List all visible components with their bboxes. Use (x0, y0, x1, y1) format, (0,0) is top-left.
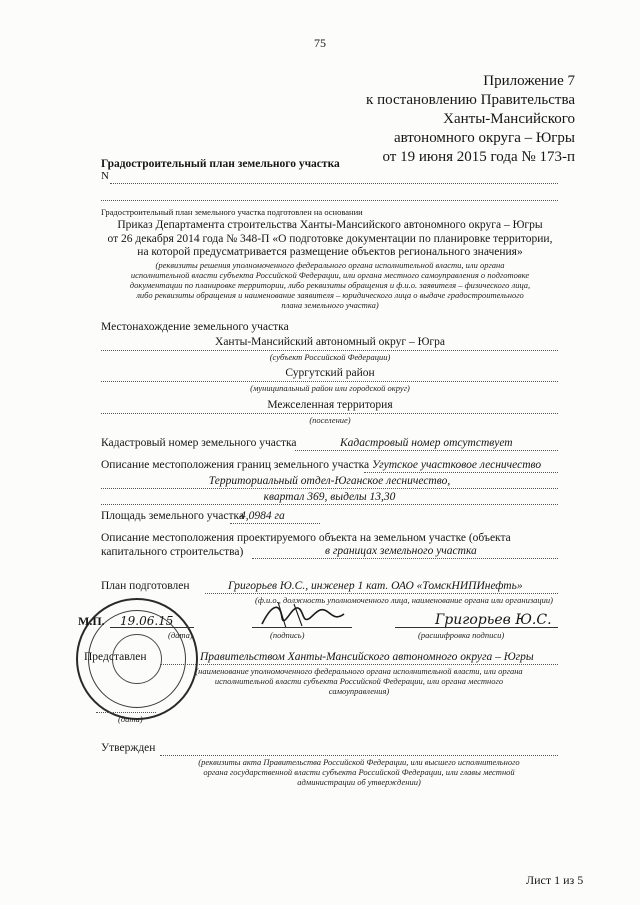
basis-caption-line-1: (реквизиты решения уполномоченного федерального органа исполнительной власти, или органа (155, 260, 505, 270)
basis-label: Градостроительный план земельного участка подготовлен на основании (101, 207, 363, 217)
prepared-by-caption: (ф.и.о., должность уполномоченного лица, наименование органа или организации) (255, 595, 553, 605)
appendix-line-5: от 19 июня 2015 года № 173-п (382, 149, 575, 165)
boundaries-rule-2 (101, 488, 558, 489)
appendix-line-2: к постановлению Правительства (366, 92, 575, 108)
signature-decoding-value: Григорьев Ю.С. (435, 612, 552, 628)
subject-line (101, 350, 558, 351)
signature-date-value: 19.06.15 (120, 614, 174, 628)
prepared-by-line (205, 593, 558, 594)
approved-caption-line-1: (реквизиты акта Правительства Российской Федерации, или высшего исполнительного (198, 757, 520, 767)
basis-caption-line-4: либо реквизиты обращения и наименование заявителя – юридического лица о выдаче градостроительного (136, 290, 524, 300)
subject-caption: (субъект Российской Федерации) (269, 352, 391, 362)
subject-value: Ханты-Мансийский автономный округ – Югра (215, 336, 445, 348)
object-location-line-2: капитального строительства) (101, 546, 244, 558)
presented-caption-line-1: (наименование уполномоченного федерального органа исполнительной власти, или органа (195, 666, 523, 676)
boundaries-rule-3 (101, 504, 558, 505)
decoding-line (395, 627, 558, 628)
approved-label: Утвержден (101, 742, 156, 754)
district-value: Сургутский район (285, 367, 375, 379)
basis-line-2: от 26 декабря 2014 года № 348-П «О подготовке документации по планировке территории, (107, 232, 553, 245)
sheet-number: Лист 1 из 5 (526, 873, 584, 887)
approved-caption-line-2: органа государственной власти субъекта Российской Федерации, или главы местной (203, 767, 515, 777)
area-value: 4,0984 га (240, 510, 285, 522)
settlement-value: Межселенная территория (267, 399, 393, 411)
presented-caption-line-3: самоуправления) (328, 686, 390, 696)
number-line-2 (101, 200, 558, 201)
basis-caption-line-3: документации по планировке территории, либо реквизиты обращения и ф.и.о. заявителя – физического лица, (129, 280, 531, 290)
prepared-by-value: Григорьев Ю.С., инженер 1 кат. ОАО «ТомскНИПИнефть» (228, 580, 523, 592)
cadastral-value: Кадастровый номер отсутствует (340, 437, 513, 449)
object-location-value: в границах земельного участка (325, 545, 477, 557)
presented-caption-line-2: исполнительной власти субъекта Российской Федерации, или органа местного (214, 676, 504, 686)
document-title: Градостроительный план земельного участка (101, 158, 340, 170)
appendix-block (330, 72, 575, 167)
appendix-line-1: Приложение 7 (483, 73, 575, 89)
district-line (101, 381, 558, 382)
district-caption: (муниципальный район или городской округ) (250, 383, 410, 393)
presented-value: Правительством Ханты-Мансийского автономного округа – Югры (200, 651, 534, 663)
signature-caption: (подпись) (270, 630, 305, 640)
boundaries-line-3: квартал 369, выделы 13,30 (263, 491, 396, 503)
appendix-line-4: автономного округа – Югры (393, 130, 575, 146)
presented-label: Представлен (84, 651, 147, 663)
basis-caption (100, 260, 560, 310)
number-prefix: N (101, 170, 109, 182)
boundaries-rule-1 (364, 472, 558, 473)
boundaries-line-2: Территориальный отдел-Юганское лесничество, (208, 475, 451, 487)
object-location-line-1: Описание местоположения проектируемого объекта на земельном участке (объекта (101, 532, 511, 544)
approved-caption-line-3: администрации об утверждении) (297, 777, 421, 787)
boundaries-label: Описание местоположения границ земельного участка (101, 459, 370, 471)
presented-date-caption: (дата) (118, 714, 143, 724)
prepared-by-label: План подготовлен (101, 580, 190, 592)
area-line (230, 523, 320, 524)
number-line (110, 183, 558, 184)
boundaries-line-1: Угутское участковое лесничество (372, 459, 542, 471)
cadastral-line (295, 450, 558, 451)
signature-line (252, 627, 352, 628)
settlement-line (101, 413, 558, 414)
area-label: Площадь земельного участка (101, 510, 244, 522)
object-location-line (252, 558, 558, 559)
presented-caption (160, 666, 558, 696)
basis-caption-line-2: исполнительной власти субъекта Российской Федерации, или органа местного самоуправления о подготовке (130, 270, 530, 280)
basis-line-3: на которой предусматривается размещение объектов регионального значения» (137, 246, 523, 258)
settlement-caption: (поселение) (309, 415, 351, 425)
page-number: 75 (314, 36, 326, 50)
mp-label: М.П. (78, 614, 105, 628)
approved-line (160, 755, 558, 756)
basis-line-1: Приказ Департамента строительства Ханты-Мансийского автономного округа – Югры (117, 219, 543, 231)
location-label: Местонахождение земельного участка (101, 321, 289, 333)
appendix-line-3: Ханты-Мансийского (443, 111, 575, 127)
presented-date-line (96, 712, 156, 713)
cadastral-label: Кадастровый номер земельного участка (101, 437, 297, 449)
decoding-caption: (расшифровка подписи) (418, 630, 505, 640)
basis-caption-line-5: плана земельного участка) (281, 300, 379, 310)
signature-date-line (110, 627, 194, 628)
approved-caption (160, 757, 558, 787)
basis-text (100, 219, 560, 260)
presented-line (160, 664, 558, 665)
signature-date-caption: (дата) (168, 630, 193, 640)
